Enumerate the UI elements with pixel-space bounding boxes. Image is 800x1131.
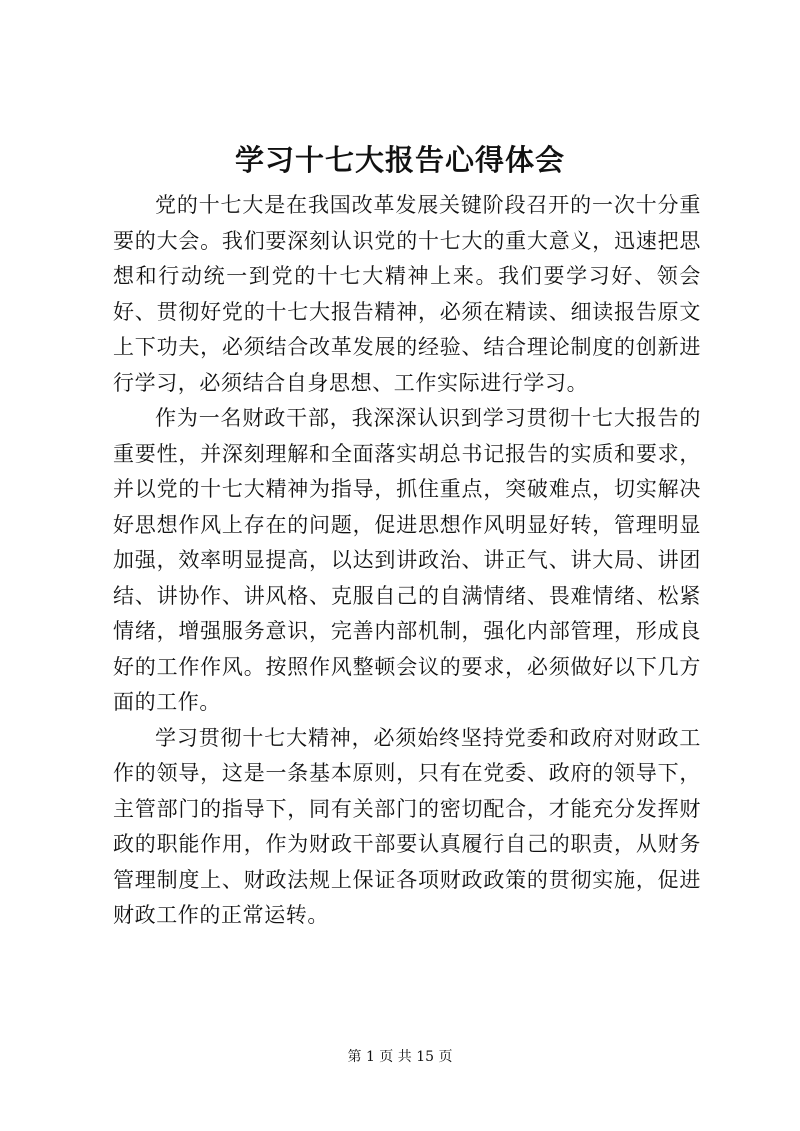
document-body <box>113 188 701 934</box>
document-title: 学习十七大报告心得体会 <box>234 143 565 177</box>
paragraph-3: 学习贯彻十七大精神，必须始终坚持党委和政府对财政工作的领导，这是一条基本原则，只有在党委、政府的领导下，主管部门的指导下，同有关部门的密切配合，才能充分发挥财政的职能作用，作为财政干部要认真履行自己的职责，从财务管理制度上、财政法规上保证各项财政政策的贯彻实施，促进财政工作的正常运转。 <box>113 725 701 927</box>
paragraph-2: 作为一名财政干部，我深深认识到学习贯彻十七大报告的重要性，并深刻理解和全面落实胡总书记报告的实质和要求，并以党的十七大精神为指导，抓住重点，突破难点，切实解决好思想作风上存在的问题，促进思想作风明显好转，管理明显加强，效率明显提高，以达到讲政治、讲正气、讲大局、讲团结、讲协作、讲风格、克服自己的自满情绪、畏难情绪、松紧情绪，增强服务意识，完善内部机制，强化内部管理，形成良好的工作作风。按照作风整顿会议的要求，必须做好以下几方面的工作。 <box>113 406 701 714</box>
paragraph-1: 党的十七大是在我国改革发展关键阶段召开的一次十分重要的大会。我们要深刻认识党的十七大的重大意义，迅速把思想和行动统一到党的十七大精神上来。我们要学习好、领会好、贯彻好党的十七大报告精神，必须在精读、细读报告原文上下功夫，必须结合改革发展的经验、结合理论制度的创新进行学习，必须结合自身思想、工作实际进行学习。 <box>113 193 701 395</box>
page-footer: 第 1 页 共 15 页 <box>347 1049 453 1065</box>
